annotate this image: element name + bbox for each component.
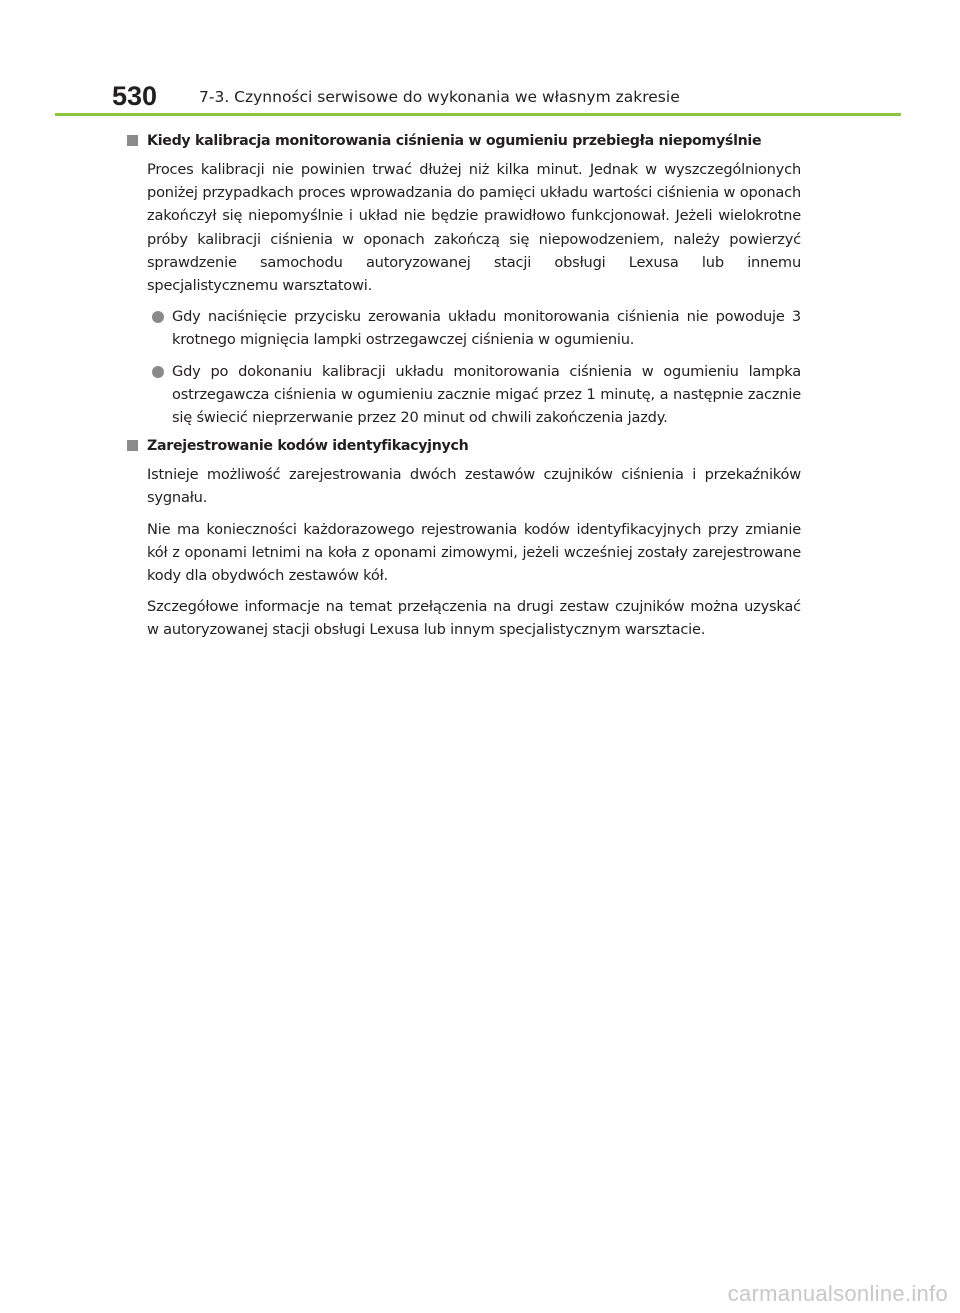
- round-bullet-icon: [152, 366, 164, 378]
- paragraph: Istnieje możliwość zarejestrowania dwóch zestawów czujników ciśnienia i przekaźników sygnału.: [147, 466, 801, 507]
- section-heading-calibration-failed: [125, 130, 801, 152]
- list-item: [125, 360, 801, 430]
- section-heading-id-codes: [125, 435, 801, 457]
- header-divider: [55, 113, 901, 116]
- paragraph: Szczegółowe informacje na temat przełączenia na drugi zestaw czujników można uzyskać w autoryzowanej stacji obsługi Lexusa lub innym specjalistycznym warsztacie.: [147, 598, 801, 639]
- page-content: [125, 130, 801, 642]
- watermark-text: carmanualsonline.info: [727, 1281, 948, 1306]
- paragraph: Proces kalibracji nie powinien trwać dłużej niż kilka minut. Jednak w wyszczególnionych poniżej przypadkach proces wprowadzania do pamięci układu wartości ciśnienia w oponach zakończył się niepomyślnie i układ nie będzie prawidłowo funkcjonował. Jeżeli wielokrotne próby kalibracji ciśnienia w oponach zakończą się niepowodzeniem, należy powierzyć sprawdzenie samochodu autoryzowanej stacji obsługi Lexusa lub innemu specjalistycznemu warsztatowi.: [147, 161, 801, 295]
- list-item-text: Gdy po dokonaniu kalibracji układu monitorowania ciśnienia w ogumieniu lampka ostrzegawcza ciśnienia w ogumieniu zacznie migać przez 1 minutę, a następnie zacznie się świecić nieprzerwanie przez 20 minut od chwili zakończenia jazdy.: [172, 362, 801, 427]
- list-item-text: Gdy naciśnięcie przycisku zerowania układu monitorowania ciśnienia nie powoduje 3 krotnego mignięcia lampki ostrzegawczej ciśnienia w ogumieniu.: [172, 308, 801, 349]
- heading-text: Zarejestrowanie kodów identyfikacyjnych: [147, 438, 469, 455]
- square-bullet-icon: [127, 440, 138, 451]
- page-number: 530: [112, 81, 158, 111]
- square-bullet-icon: [127, 135, 138, 146]
- section-title: 7-3. Czynności serwisowe do wykonania we własnym zakresie: [199, 88, 680, 106]
- heading-text: Kiedy kalibracja monitorowania ciśnienia w ogumieniu przebiegła niepomyślnie: [147, 133, 762, 149]
- page-header: [112, 80, 902, 116]
- list-item: [125, 305, 801, 351]
- paragraph: Nie ma konieczności każdorazowego rejestrowania kodów identyfikacyjnych przy zmianie kół z oponami letnimi na koła z oponami zimowymi, jeżeli wcześniej zostały zarejestrowane kody dla obydwóch zestawów kół.: [147, 520, 801, 585]
- round-bullet-icon: [152, 311, 164, 323]
